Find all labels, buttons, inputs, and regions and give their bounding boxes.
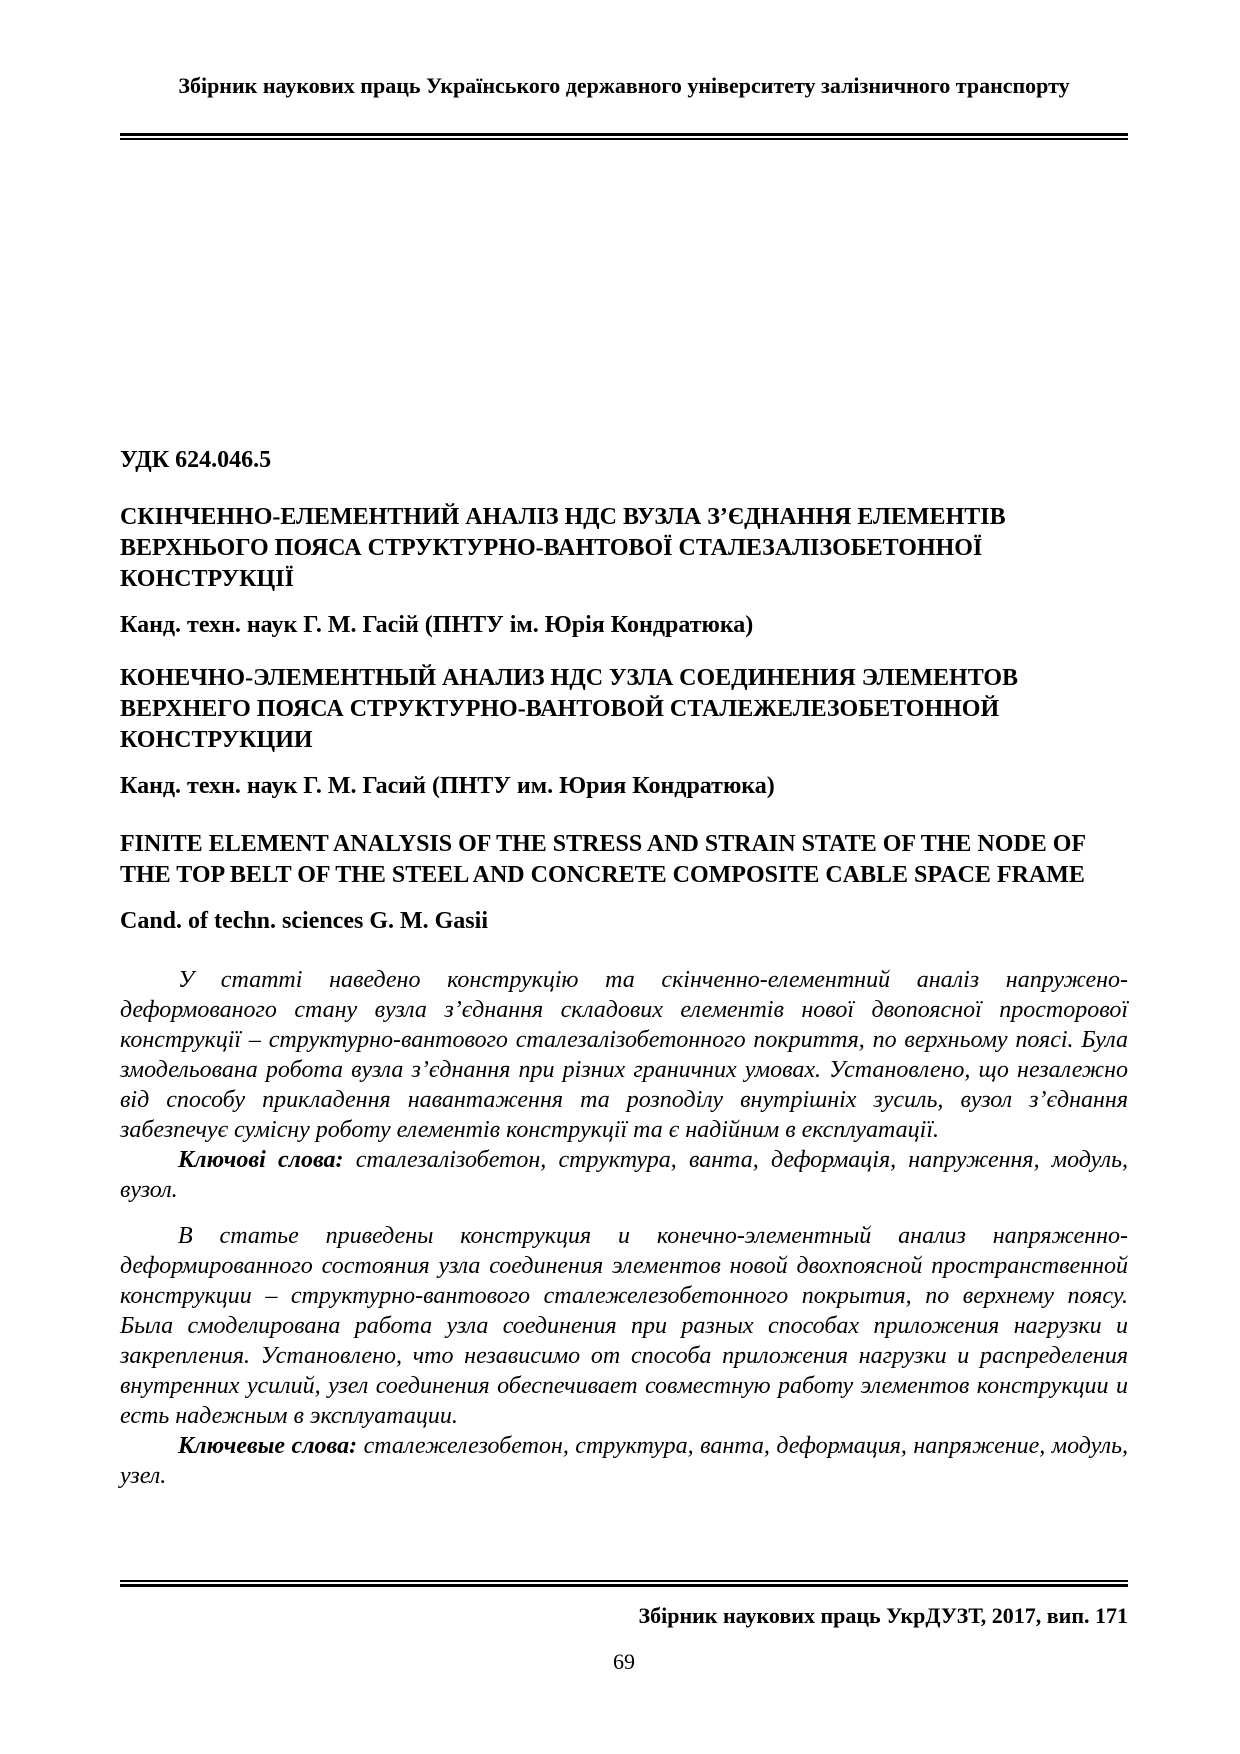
keywords-ua [120, 1145, 1128, 1205]
keywords-ua-label: Ключові слова: [178, 1147, 344, 1173]
page-footer [120, 1580, 1128, 1676]
keywords-ua-text: сталезалізобетон, структура, ванта, деформація, напруження, модуль, вузол. [120, 1147, 1129, 1203]
page-number: 69 [613, 1649, 635, 1674]
abstract-ua: У статті наведено конструкцію та скінченно-елементний аналіз напружено-деформованого стану вузла з’єднання складових елементів нової двопоясної просторової конструкції – структурно-вантового сталезалізобетонного покриття, по верхньому поясі. Була змодельована робота вузла з’єднання при різних граничних умовах. Установлено, що незалежно від способу прикладення навантаження та розподілу внутрішніх зусиль, вузол з’єднання забезпечує сумісну роботу елементів конструкції та є надійним в експлуатації. [120, 967, 1128, 1143]
keywords-ru-label: Ключевые слова: [178, 1433, 358, 1459]
header-rule [120, 133, 1128, 140]
udk-code: УДК 624.046.5 [120, 447, 272, 473]
footer-journal-line: Збірник наукових праць УкрДУЗТ, 2017, вип. 171 [638, 1603, 1128, 1628]
keywords-ru [120, 1431, 1128, 1491]
journal-header-title: Збірник наукових праць Українського державного університету залізничного транспорту [178, 73, 1070, 98]
article-author-ru: Канд. техн. наук Г. М. Гасий (ПНТУ им. Юрия Кондратюка) [120, 773, 775, 799]
article-author-ua: Канд. техн. наук Г. М. Гасій (ПНТУ ім. Юрія Кондратюка) [120, 612, 754, 638]
article-title-en: FINITE ELEMENT ANALYSIS OF THE STRESS AND STRAIN STATE OF THE NODE OF THE TOP BELT OF THE STEEL AND CONCRETE COMPOSITE CABLE SPACE FRAME [120, 831, 1086, 888]
keywords-ru-text: сталежелезобетон, структура, ванта, деформация, напряжение, модуль, узел. [120, 1433, 1129, 1489]
footer-rule [120, 1580, 1128, 1587]
article-author-en: Cand. of techn. sciences G. M. Gasii [120, 908, 488, 934]
article-title-ua: СКІНЧЕННО-ЕЛЕМЕНТНИЙ АНАЛІЗ НДС ВУЗЛА З’ЄДНАННЯ ЕЛЕМЕНТІВ ВЕРХНЬОГО ПОЯСА СТРУКТУРНО-ВАНТОВОЇ СТАЛЕЗАЛІЗОБЕТОННОЇ КОНСТРУКЦІЇ [120, 504, 1006, 592]
article-title-ru: КОНЕЧНО-ЭЛЕМЕНТНЫЙ АНАЛИЗ НДС УЗЛА СОЕДИНЕНИЯ ЭЛЕМЕНТОВ ВЕРХНЕГО ПОЯСА СТРУКТУРНО-ВАНТОВОЙ СТАЛЕЖЕЛЕЗОБЕТОННОЙ КОНСТРУКЦИИ [120, 665, 1019, 753]
page-content [120, 0, 1128, 1491]
abstract-ru: В статье приведены конструкция и конечно-элементный анализ напряженно-деформированного состояния узла соединения элементов новой двохпоясной пространственной конструкции – структурно-вантового сталежелезобетонного покрытия, по верхнему поясу. Была смоделирована работа узла соединения при разных способах приложения нагрузки и закрепления. Установлено, что независимо от способа приложения нагрузки и распределения внутренних усилий, узел соединения обеспечивает совместную работу элементов конструкции и есть надежным в эксплуатации. [120, 1223, 1128, 1429]
